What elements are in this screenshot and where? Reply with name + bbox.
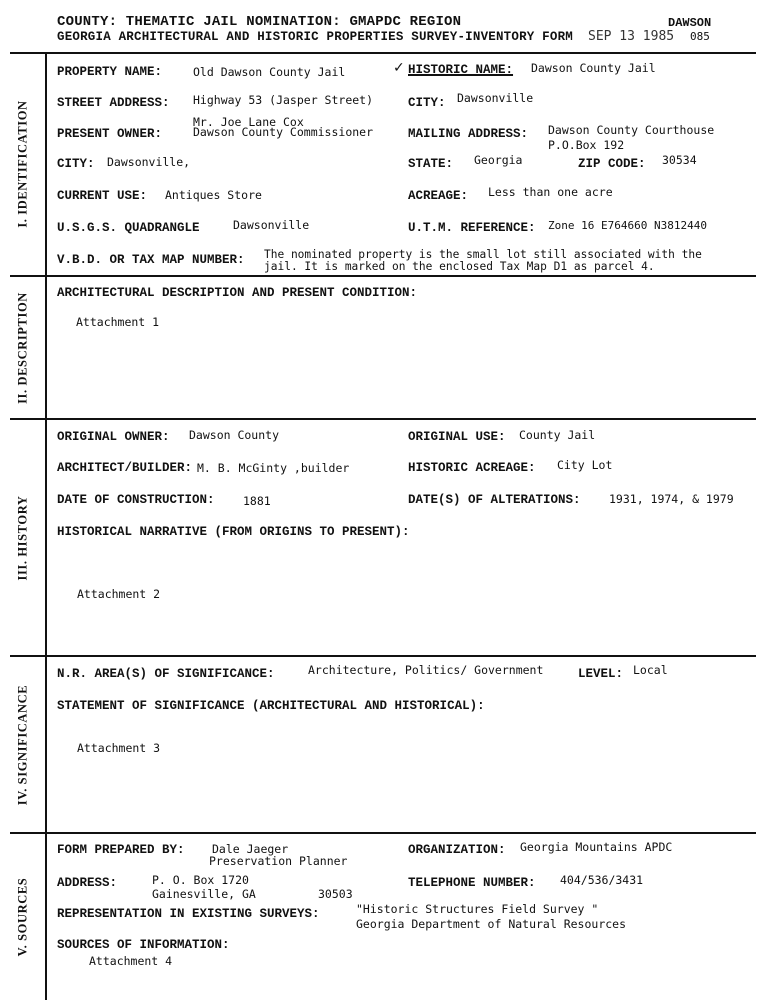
history-attachment: Attachment 2 bbox=[77, 587, 161, 601]
areas-of-significance-value: Architecture, Politics/ Government bbox=[308, 663, 544, 677]
county-code: 085 bbox=[690, 30, 710, 43]
section-significance: IV. SIGNIFICANCE bbox=[15, 684, 29, 805]
sources-of-information-label: SOURCES OF INFORMATION: bbox=[57, 938, 230, 952]
representation-label: REPRESENTATION IN EXISTING SURVEYS: bbox=[57, 907, 320, 921]
architect-builder-value: M. B. McGinty ,builder bbox=[197, 461, 350, 475]
present-owner-value-name: Mr. Joe Lane Cox bbox=[193, 115, 304, 129]
significance-attachment: Attachment 3 bbox=[77, 741, 161, 755]
description-attachment: Attachment 1 bbox=[76, 315, 160, 329]
statement-of-significance-label: STATEMENT OF SIGNIFICANCE (ARCHITECTURAL AND HISTORICAL): bbox=[57, 699, 485, 713]
original-use-label: ORIGINAL USE: bbox=[408, 430, 506, 444]
state-label: STATE: bbox=[408, 157, 454, 171]
historic-name-value: Dawson County Jail bbox=[531, 61, 656, 75]
property-name-value: Old Dawson County Jail bbox=[193, 65, 346, 79]
form-prepared-by-title: Preservation Planner bbox=[209, 854, 348, 868]
form-subtitle: GEORGIA ARCHITECTURAL AND HISTORIC PROPERTIES SURVEY-INVENTORY FORM bbox=[57, 30, 573, 44]
level-label: LEVEL: bbox=[578, 667, 624, 681]
city-label-2: CITY: bbox=[57, 157, 95, 171]
form-title: COUNTY: THEMATIC JAIL NOMINATION: GMAPDC REGION bbox=[57, 14, 462, 30]
utm-reference-label: U.T.M. REFERENCE: bbox=[408, 221, 536, 235]
section-history: III. HISTORY bbox=[15, 494, 29, 581]
city-value-2: Dawsonville, bbox=[107, 155, 191, 169]
usgs-quadrangle-value: Dawsonville bbox=[233, 218, 310, 232]
historical-narrative-label: HISTORICAL NARRATIVE (FROM ORIGINS TO PRESENT): bbox=[57, 525, 410, 539]
historic-acreage-label: HISTORIC ACREAGE: bbox=[408, 461, 536, 475]
tax-map-value-line2: jail. It is marked on the enclosed Tax Map D1 as parcel 4. bbox=[264, 260, 655, 273]
section-description: II. DESCRIPTION bbox=[15, 291, 29, 404]
city-value: Dawsonville bbox=[457, 91, 534, 105]
representation-value-line2: Georgia Department of Natural Resources bbox=[356, 917, 627, 931]
property-name-label: PROPERTY NAME: bbox=[57, 65, 163, 79]
rule-section-4 bbox=[10, 832, 756, 834]
rule-section-2 bbox=[10, 418, 756, 420]
tax-map-value-line1: The nominated property is the small lot still associated with the bbox=[264, 248, 702, 261]
rule-top bbox=[10, 52, 756, 54]
organization-label: ORGANIZATION: bbox=[408, 843, 506, 857]
acreage-value: Less than one acre bbox=[488, 185, 613, 199]
telephone-value: 404/536/3431 bbox=[560, 873, 644, 887]
address-label: ADDRESS: bbox=[57, 876, 118, 890]
city-label: CITY: bbox=[408, 96, 446, 110]
current-use-label: CURRENT USE: bbox=[57, 189, 148, 203]
mailing-address-label: MAILING ADDRESS: bbox=[408, 127, 529, 141]
architectural-description-label: ARCHITECTURAL DESCRIPTION AND PRESENT CONDITION: bbox=[57, 286, 418, 300]
usgs-quadrangle-label: U.S.G.S. QUADRANGLE bbox=[57, 221, 200, 235]
received-stamp: SEP 13 1985 bbox=[588, 29, 675, 44]
date-of-construction-label: DATE OF CONSTRUCTION: bbox=[57, 493, 215, 507]
mailing-address-value-line2: P.O.Box 192 bbox=[548, 138, 625, 152]
date-of-alterations-label: DATE(S) OF ALTERATIONS: bbox=[408, 493, 581, 507]
form-prepared-by-name: Dale Jaeger bbox=[212, 842, 289, 856]
present-owner-label: PRESENT OWNER: bbox=[57, 127, 163, 141]
original-use-value: County Jail bbox=[519, 428, 596, 442]
representation-value-line1: "Historic Structures Field Survey " bbox=[356, 902, 599, 916]
utm-reference-value: Zone 16 E764660 N3812440 bbox=[548, 219, 707, 232]
address-value-line1: P. O. Box 1720 bbox=[152, 873, 249, 887]
zip-code-label: ZIP CODE: bbox=[578, 157, 646, 171]
address-value-line2: Gainesville, GA bbox=[152, 887, 256, 901]
date-of-alterations-value: 1931, 1974, & 1979 bbox=[609, 492, 734, 506]
section-sources: V. SOURCES bbox=[15, 877, 29, 957]
address-value-zip: 30503 bbox=[318, 887, 353, 901]
original-owner-label: ORIGINAL OWNER: bbox=[57, 430, 170, 444]
zip-code-value: 30534 bbox=[662, 153, 697, 167]
section-divider bbox=[45, 52, 47, 1000]
current-use-value: Antiques Store bbox=[165, 188, 262, 202]
street-address-value: Highway 53 (Jasper Street) bbox=[193, 93, 374, 107]
check-mark-icon: ✓ bbox=[393, 60, 405, 76]
original-owner-value: Dawson County bbox=[189, 428, 280, 442]
rule-section-3 bbox=[10, 655, 756, 657]
rule-section-1 bbox=[10, 275, 756, 277]
present-owner-value-title: Dawson County Commissioner bbox=[193, 125, 374, 139]
organization-value: Georgia Mountains APDC bbox=[520, 840, 673, 854]
level-value: Local bbox=[633, 663, 668, 677]
areas-of-significance-label: N.R. AREA(S) OF SIGNIFICANCE: bbox=[57, 667, 275, 681]
sources-attachment: Attachment 4 bbox=[89, 954, 173, 968]
historic-acreage-value: City Lot bbox=[557, 458, 613, 472]
date-of-construction-value: 1881 bbox=[243, 494, 271, 508]
mailing-address-value-line1: Dawson County Courthouse bbox=[548, 123, 715, 137]
street-address-label: STREET ADDRESS: bbox=[57, 96, 170, 110]
form-prepared-by-label: FORM PREPARED BY: bbox=[57, 843, 185, 857]
historic-name-label: HISTORIC NAME: bbox=[408, 63, 514, 77]
telephone-label: TELEPHONE NUMBER: bbox=[408, 876, 536, 890]
architect-builder-label: ARCHITECT/BUILDER: bbox=[57, 461, 193, 475]
state-value: Georgia bbox=[474, 153, 523, 167]
county-label: DAWSON bbox=[668, 16, 712, 30]
section-identification: I. IDENTIFICATION bbox=[15, 99, 29, 228]
tax-map-label: V.B.D. OR TAX MAP NUMBER: bbox=[57, 253, 245, 267]
acreage-label: ACREAGE: bbox=[408, 189, 469, 203]
